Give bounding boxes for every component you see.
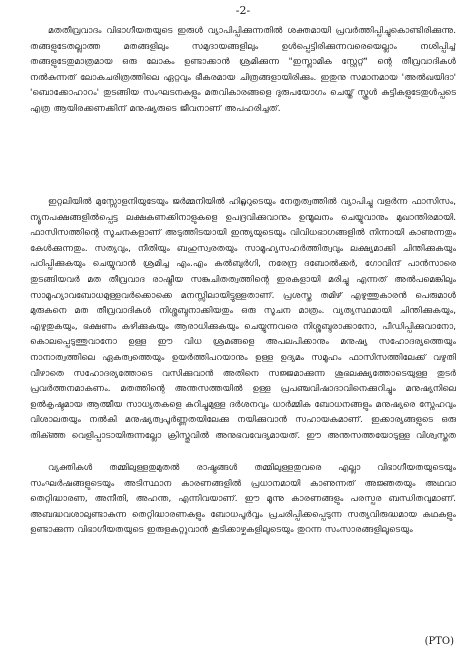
paragraph-2: ഇറ്റലിയിൽ മുസ്സോളനിയുടേയും ജർമ്മനിയിൽ ഹിറ്റ്ലറുടെയും നേതൃത്വത്തിൽ വ്യാപിച്ചു വളർന്ന ഫാസിസം, ന്യൂനപക്ഷങ്ങളിൽപ്പെട്ട ലക്ഷകണക്കിനാളുകളെ ഉപദ്രവിക്കുവാനും ഉന്മൂലനം ചെയ്യുവാനും മുഖാന്തിരമായി. ഫാസിസത്തിന്റെ സൂചനകളാണ് അടുത്തിടയായി ഇന്ത്യയുടെയും വിവിധഭാഗങ്ങളിൽ നിന്നായി കാണുന്നതും കേൾക്കുന്നതും. സത്യവും, നീതിയും ബഹുസ്വരതയും സാമൂഹ്യസഹർത്തിത്വവും ലക്ഷ്യമാക്കി ചിന്തിക്കുകയും പഠിപ്പിക്കുകയും ചെയ്യുവാൻ ശ്രമിച്ച എം.എം കൽബുർഗി, നരേന്ദ്ര ദബോൽക്കർ, ഗോവിന്ദ് പാൻസാരെ തുടങ്ങിയവർ മത തീവ്രവാദ രാഷ്ട്രീയ സങ്കുചിതത്വത്തിന്റെ ഇരകളായി മരിച്ചു എന്നത് അൽപമെങ്കിലും സാമൂഹ്യാവബോധമുള്ളവർക്കൊക്കെ മനസ്സിലായിട്ടുള്ളതാണ്. പ്രശസ്ത തമിഴ് എഴുത്തുകാരൻ പെരുമാൾ മുരുകനെ മത തീവ്രവാദികൾ നിശ്ശബ്ദനാക്കിയതും ഒരു സൂചന മാത്രം. വ്യത്യസ്ഥമായി ചിന്തിക്കുകയും, എഴുതുകയും, ഭക്ഷണം കഴിക്കുകയും ആരാധിക്കുകയും ചെയ്യുന്നവരെ നിശ്ശബ്ദരാക്കാനോ, പീഡിപ്പിക്കുവാനോ, കൊലപ്പെടുത്തുവാനോ ഉള്ള ഈ വിധ ശ്രമങ്ങളെ അപലപിക്കാനും മനുഷ്യ സഹോദര്യത്തെയും നാനാത്വത്തിലെ ഏകത്വത്തെയും ഉയർത്തിപറയാനും ഉള്ള ഉദ്യമം സമൂഹം ഫാസിസത്തിലേക്ക് വഴുതി വീഴാതെ സഹോദര്യത്തോടെ വസിക്കുവാൻ അതിനെ സജ്ജമാക്കുന്ന ശുഭലക്ഷ്യത്തോടെയുള്ള തുടർ പ്രവർത്തനമാകണം. മതത്തിന്റെ അന്തസത്തയിൽ ഉള്ള പ്രപഞ്ചവിഷാദാവിനെക്കുറിച്ചും മനുഷ്യനിലെ ഉൽകൃഷ്ടമായ ആത്മീയ സാധ്യതകളെ കുറിച്ചുമുള്ള ദർശനവും ധാർമ്മിക ബോധനങ്ങളും മനുഷ്യരെ സ്നേഹവും വിശാലതയും നൽകി മനുഷ്യത്വപൂർണ്ണതയിലേക്കു നയിക്കുവാൻ സഹായകമാണ്. ഇക്കാര്യങ്ങളുടെ ഒരു തിക്ഞ്ഞ വെളിപ്പാടായിരുന്നല്ലോ ക്രിസ്തുവിൽ അനുഭവവേദ്യമായത്. ഈ അന്തസത്തയോടുള്ള വിശ്വസ്തത [30, 197, 456, 441]
paragraph-1: മതതീവ്രവാദം വിഭാഗീയതയുടെ ഇരുൾ വ്യാപിപ്പിക്കുന്നതിൽ ശക്തമായി പ്രവർത്തിപ്പിച്ചുകൊണ്ടിരിക്കുന്നു. തങ്ങളുടേതല്ലാത്ത മതങ്ങളിലും സമുദായങ്ങളിലും ഉൾപ്പെട്ടിരിക്കുന്നവരെയെല്ലാം നശിപ്പിച്ച് തങ്ങളുടേതുമാത്രമായ ഒരു ലോകം ഉണ്ടാക്കാൻ ശ്രമിക്കുന്ന "ഇസ്ലാമിക സ്റ്റേറ്റ്" ന്റെ തീവ്രവാദികൾ നൽകുന്നത് ലോകചരിത്രത്തിലെ ഏറ്റവും ഭീകരമായ ചിത്രങ്ങളായിരിക്കും. ഇതുനു സമാനമായ 'അൽഖയിദാ' 'ബൊക്കോഹാറം' തുടങ്ങിയ സംഘടനകളും മതവികാരങ്ങളെ ദുരുപയോഗം ചെയ്ത് സ്കൂൾ കുട്ടികളുടേതുൾപ്പടെ എത്ര ആയിരക്കണക്കിന് മനുഷ്യരുടെ ജീവനാണ് അപഹരിച്ചത്. [30, 26, 456, 114]
pto-label: (PTO) [424, 636, 454, 647]
page-number: -2- [235, 4, 251, 17]
paragraph-3: വ്യക്തികൾ തമ്മിലുള്ളതുമുതൽ രാഷ്ട്രങ്ങൾ തമ്മിലുള്ളതുവരെ എല്ലാ വിഭാഗീയതയുടെയും സംഘർഷങ്ങളുടെയും അടിസ്ഥാന കാരണങ്ങളിൽ പ്രധാനമായി കാണുന്നത് അജ്ഞതയും അഥവാ തെറ്റിദ്ധാരണ, അനീതി, അഹന്ത, എന്നിവയാണ്. ഈ മൂന്നു കാരണങ്ങളും പരസ്പര ബന്ധിതവുമാണ്. അബദ്ധവശാലുണ്ടാകുന്ന തെറ്റിദ്ധാരണകളും ബോധപൂർവ്വം പ്രചരിപ്പിക്കപ്പെടുന്ന സത്യവിരുദ്ധമായ കഥകളും ഉണ്ടാക്കുന്ന വിഭാഗീയതയുടെ ഇരുളകറ്റുവാൻ കൂടിക്കാഴ്ചകളിലൂടെയും തുറന്ന സംസാരങ്ങളിലൂടെയും [30, 463, 456, 536]
